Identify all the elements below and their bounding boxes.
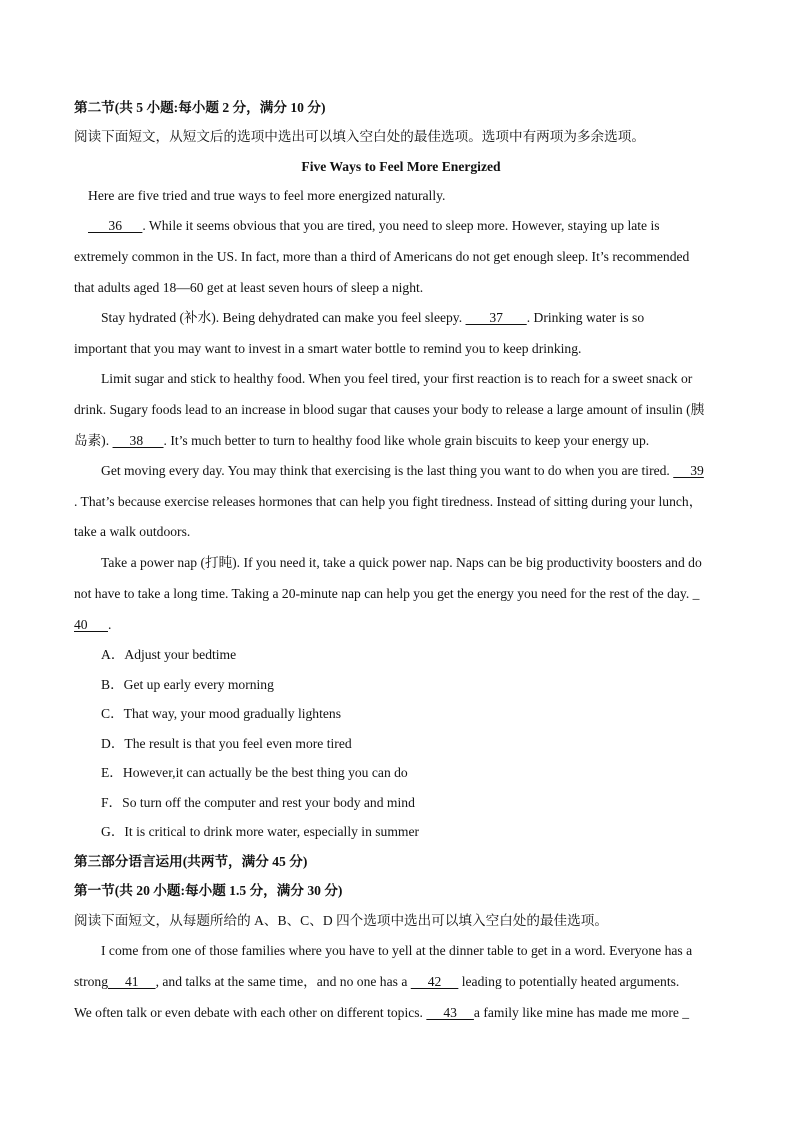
blank-42[interactable]: 42	[410, 974, 459, 989]
part3-sub-heading: 第一节(共 20 小题:每小题 1.5 分，满分 30 分)	[74, 883, 343, 898]
blank-39[interactable]: 39	[673, 463, 704, 478]
paragraph-3-line-3: 岛素). 38 . It’s much better to turn to healthy food like whole grain biscuits to keep your energy up.	[74, 431, 728, 451]
option-c: C．That way, your mood gradually lightens	[101, 706, 341, 721]
section2-instruction: 阅读下面短文，从短文后的选项中选出可以填入空白处的最佳选项。选项中有两项为多余选项。	[74, 129, 645, 144]
blank-43[interactable]: 43	[426, 1005, 474, 1020]
option-g: G．It is critical to drink more water, especially in summer	[101, 824, 420, 839]
paragraph-4-line-1: Get moving every day. You may think that exercising is the last thing you want to do when you are tired. 39	[101, 461, 728, 481]
paragraph-3-line-1: Limit sugar and stick to healthy food. When you feel tired, your first reaction is to reach for a sweet snack or	[101, 371, 693, 386]
blank-37[interactable]: 37	[465, 310, 527, 325]
blank-38[interactable]: 38	[112, 433, 164, 448]
blank-41[interactable]: 41	[107, 974, 156, 989]
paragraph-2-line-2: important that you may want to invest in a smart water bottle to remind you to keep drinking.	[74, 341, 582, 356]
option-d: D．The result is that you feel even more tired	[101, 736, 352, 751]
paragraph-1-line-1: 36 . While it seems obvious that you are tired, you need to sleep more. However, staying up late is	[88, 216, 742, 236]
paragraph-4-line-2: . That’s because exercise releases hormones that can help you fight tiredness. Instead of sitting during your lunch，	[74, 494, 703, 509]
part3-heading: 第三部分语言运用(共两节，满分 45 分)	[74, 854, 308, 869]
paragraph-1-line-3: that adults aged 18—60 get at least seven hours of sleep a night.	[74, 280, 424, 295]
section2-heading: 第二节(共 5 小题:每小题 2 分，满分 10 分)	[74, 100, 326, 115]
option-a: A．Adjust your bedtime	[101, 647, 237, 662]
option-e: E．However,it can actually be the best thing you can do	[101, 765, 408, 780]
option-b: B．Get up early every morning	[101, 677, 274, 692]
paragraph-1-line-2: extremely common in the US. In fact, more than a third of Americans do not get enough sleep. It’s recommended	[74, 249, 690, 264]
part3-instruction: 阅读下面短文，从每题所给的 A、B、C、D 四个选项中选出可以填入空白处的最佳选项。	[74, 913, 608, 928]
paragraph-5-line-1: Take a power nap (打盹). If you need it, take a quick power nap. Naps can be big productivity boosters and do	[101, 555, 702, 570]
paragraph-2-line-1: Stay hydrated (补水). Being dehydrated can make you feel sleepy. 37 . Drinking water is so	[101, 308, 728, 328]
blank-36[interactable]: 36	[88, 218, 143, 233]
option-f: F．So turn off the computer and rest your body and mind	[101, 795, 415, 810]
cloze-line-2: strong 41 , and talks at the same time，and no one has a 42 leading to potentially heated arguments.	[74, 972, 728, 992]
cloze-line-3: We often talk or even debate with each other on different topics. 43 a family like mine has made me more _	[74, 1003, 728, 1023]
paragraph-5-line-3: 40 .	[74, 615, 728, 635]
blank-40[interactable]: 40	[74, 617, 108, 632]
paragraph-5-line-2: not have to take a long time. Taking a 20-minute nap can help you get the energy you need for the rest of the day. _	[74, 586, 700, 601]
cloze-line-1: I come from one of those families where you have to yell at the dinner table to get in a word. Everyone has a	[101, 943, 693, 958]
paragraph-3-line-2: drink. Sugary foods lead to an increase in blood sugar that causes your body to release a large amount of insulin (胰	[74, 402, 705, 417]
passage-title: Five Ways to Feel More Energized	[301, 159, 501, 174]
paragraph-4-line-3: take a walk outdoors.	[74, 524, 191, 539]
passage-intro: Here are five tried and true ways to feel more energized naturally.	[88, 188, 446, 203]
